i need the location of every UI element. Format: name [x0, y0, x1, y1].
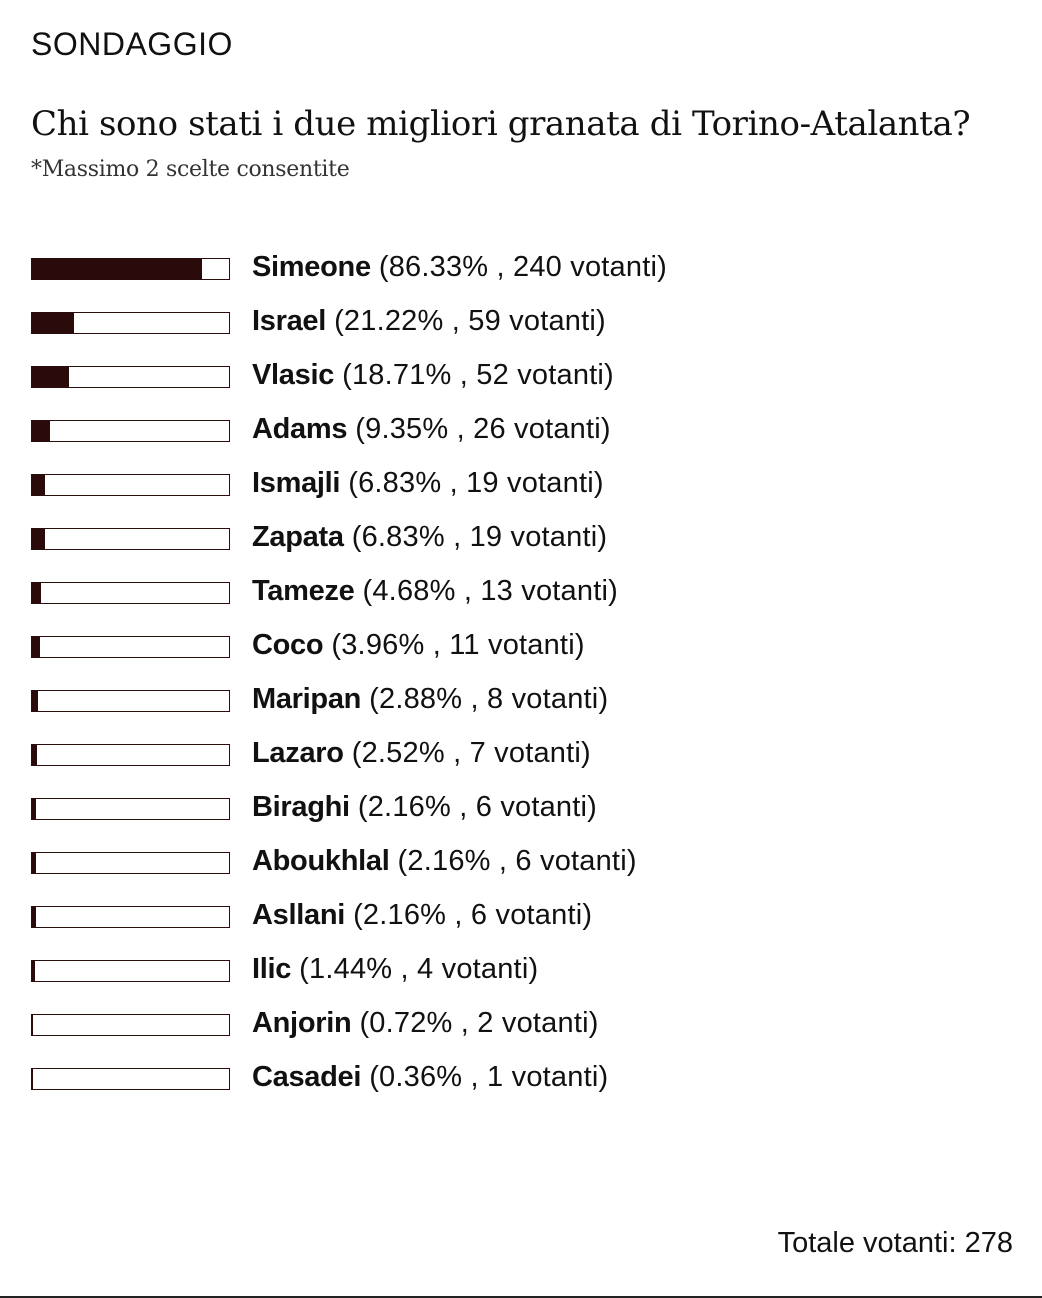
option-stats: (2.88% , 8 votanti)	[369, 683, 609, 715]
option-text	[252, 789, 597, 825]
result-bar-track	[31, 960, 230, 982]
result-bar-fill	[32, 1069, 33, 1089]
option-name: Israel	[252, 305, 326, 337]
option-name: Anjorin	[252, 1007, 352, 1039]
result-bar-track	[31, 420, 230, 442]
poll-option[interactable]	[0, 403, 1042, 457]
option-stats: (21.22% , 59 votanti)	[334, 305, 606, 337]
poll-option[interactable]	[0, 889, 1042, 943]
option-text	[252, 681, 608, 717]
result-bar-track	[31, 1014, 230, 1036]
option-text	[252, 735, 591, 771]
poll-option[interactable]	[0, 1051, 1042, 1105]
poll-option[interactable]	[0, 727, 1042, 781]
result-bar-fill	[32, 1015, 33, 1035]
result-bar-track	[31, 852, 230, 874]
option-name: Biraghi	[252, 791, 350, 823]
result-bar-fill	[32, 529, 45, 549]
result-bar-fill	[32, 475, 45, 495]
poll-option[interactable]	[0, 241, 1042, 295]
option-stats: (2.52% , 7 votanti)	[351, 737, 591, 769]
option-name: Coco	[252, 629, 324, 661]
option-text	[252, 465, 604, 501]
result-bar-fill	[32, 583, 41, 603]
option-stats: (9.35% , 26 votanti)	[355, 413, 611, 445]
option-text	[252, 249, 667, 285]
option-name: Zapata	[252, 521, 344, 553]
option-text	[252, 1005, 599, 1041]
result-bar-track	[31, 528, 230, 550]
result-bar-track	[31, 366, 230, 388]
option-text	[252, 573, 618, 609]
option-name: Asllani	[252, 899, 345, 931]
result-bar-track	[31, 312, 230, 334]
poll-option[interactable]	[0, 673, 1042, 727]
option-name: Vlasic	[252, 359, 335, 391]
option-stats: (2.16% , 6 votanti)	[357, 791, 598, 823]
option-text	[252, 843, 637, 879]
option-stats: (4.68% , 13 votanti)	[362, 575, 618, 607]
result-bar-fill	[32, 421, 50, 441]
result-bar-track	[31, 798, 230, 820]
option-name: Casadei	[252, 1061, 362, 1093]
result-bar-fill	[32, 637, 40, 657]
result-bar-fill	[32, 961, 35, 981]
option-name: Ismajli	[252, 467, 341, 499]
option-name: Ilic	[252, 953, 292, 985]
result-bar-track	[31, 744, 230, 766]
result-bar-fill	[32, 367, 69, 387]
option-name: Lazaro	[252, 737, 344, 769]
poll-option[interactable]	[0, 349, 1042, 403]
option-text	[252, 519, 607, 555]
option-text	[252, 627, 585, 663]
option-stats: (2.16% , 6 votanti)	[353, 899, 593, 931]
option-stats: (0.36% , 1 votanti)	[369, 1061, 609, 1093]
result-bar-fill	[32, 907, 36, 927]
result-bar-track	[31, 1068, 230, 1090]
result-bar-track	[31, 636, 230, 658]
poll-option[interactable]	[0, 997, 1042, 1051]
option-name: Aboukhlal	[252, 845, 390, 877]
result-bar-fill	[32, 313, 74, 333]
option-stats: (6.83% , 19 votanti)	[348, 467, 604, 499]
option-text	[252, 303, 606, 339]
result-bar-track	[31, 474, 230, 496]
option-stats: (1.44% , 4 votanti)	[299, 953, 539, 985]
option-name: Simeone	[252, 251, 371, 283]
option-stats: (2.16% , 6 votanti)	[397, 845, 637, 877]
poll-option[interactable]	[0, 457, 1042, 511]
option-name: Adams	[252, 413, 348, 445]
option-text	[252, 897, 592, 933]
option-text	[252, 1059, 608, 1095]
option-name: Tameze	[252, 575, 355, 607]
poll-option[interactable]	[0, 835, 1042, 889]
option-stats: (3.96% , 11 votanti)	[331, 629, 585, 661]
poll-option[interactable]	[0, 295, 1042, 349]
result-bar-track	[31, 582, 230, 604]
result-bar-fill	[32, 853, 36, 873]
poll-options-list	[0, 241, 1042, 1105]
poll-note: *Massimo 2 scelte consentite	[31, 157, 350, 182]
poll-option[interactable]	[0, 511, 1042, 565]
option-stats: (6.83% , 19 votanti)	[351, 521, 608, 553]
poll-option[interactable]	[0, 565, 1042, 619]
result-bar-fill	[32, 691, 38, 711]
poll-option[interactable]	[0, 781, 1042, 835]
result-bar-fill	[32, 259, 202, 279]
total-voters: Totale votanti: 278	[777, 1227, 1013, 1259]
result-bar-track	[31, 258, 230, 280]
poll-section-label: SONDAGGIO	[31, 26, 233, 62]
option-stats: (86.33% , 240 votanti)	[378, 251, 667, 283]
result-bar-fill	[32, 799, 36, 819]
result-bar-track	[31, 690, 230, 712]
option-name: Maripan	[252, 683, 362, 715]
option-text	[252, 951, 538, 987]
option-text	[252, 411, 611, 447]
poll-question: Chi sono stati i due migliori granata di Torino-Atalanta?	[31, 104, 971, 144]
result-bar-fill	[32, 745, 37, 765]
option-stats: (18.71% , 52 votanti)	[342, 359, 614, 391]
option-text	[252, 357, 614, 393]
poll-option[interactable]	[0, 943, 1042, 997]
option-stats: (0.72% , 2 votanti)	[359, 1007, 599, 1039]
result-bar-track	[31, 906, 230, 928]
poll-option[interactable]	[0, 619, 1042, 673]
